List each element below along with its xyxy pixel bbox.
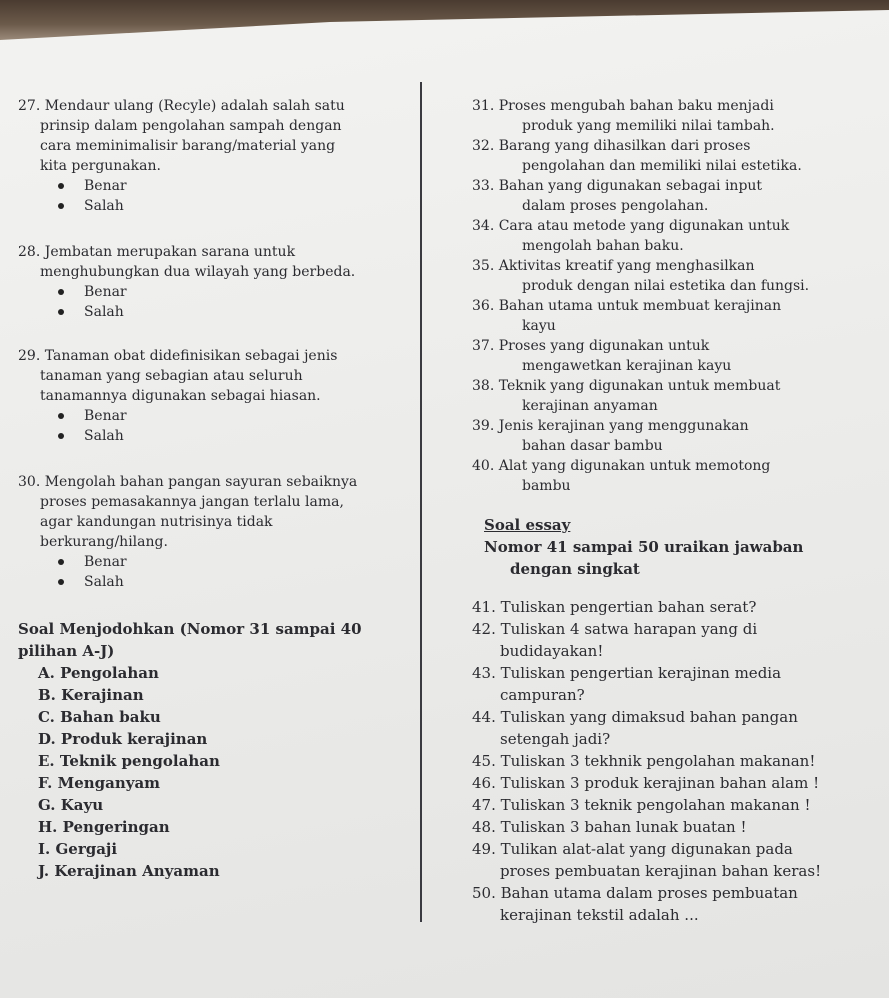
right-column	[472, 96, 877, 926]
option-benar[interactable]	[18, 406, 413, 426]
question-28-line: 28. Jembatan merupakan sarana untuk	[18, 244, 296, 260]
question-27-line: prinsip dalam pengolahan sampah dengan	[40, 118, 342, 134]
essay-question: 45. Tuliskan 3 tekhnik pengolahan makanan!	[472, 752, 816, 770]
bullet-icon	[58, 203, 64, 209]
question-30-line: proses pemasakannya jangan terlalu lama,	[40, 494, 344, 510]
matching-item	[472, 96, 877, 136]
question-27-line: kita pergunakan.	[40, 158, 161, 174]
essay-question: 49. Tulikan alat-alat yang digunakan pada	[472, 840, 793, 858]
matching-item	[472, 216, 877, 256]
option-benar[interactable]	[18, 176, 413, 196]
matching-item	[472, 296, 877, 336]
essay-question-line: proses pembuatan kerajinan bahan keras!	[500, 862, 822, 880]
essay-question: 48. Tuliskan 3 bahan lunak buatan !	[472, 818, 747, 836]
option-benar[interactable]	[18, 552, 413, 572]
matching-item	[472, 176, 877, 216]
option-label: Benar	[84, 284, 127, 300]
option-salah[interactable]	[18, 426, 413, 446]
option-salah[interactable]	[18, 572, 413, 592]
bullet-icon	[58, 289, 64, 295]
option-label: Salah	[84, 428, 124, 444]
option-label: Benar	[84, 178, 127, 194]
bullet-icon	[58, 309, 64, 315]
option-label: Salah	[84, 304, 124, 320]
matching-item-line: pengolahan dan memiliki nilai estetika.	[522, 158, 802, 174]
essay-question: 44. Tuliskan yang dimaksud bahan pangan	[472, 708, 798, 726]
option-label: Salah	[84, 574, 124, 590]
question-30-line: berkurang/hilang.	[40, 534, 168, 550]
column-divider	[420, 82, 422, 922]
left-column	[18, 96, 413, 882]
matching-item-line: 40. Alat yang digunakan untuk memotong	[472, 458, 771, 474]
matching-item-line: mengolah bahan baku.	[522, 238, 684, 254]
essay-question-line: setengah jadi?	[500, 730, 611, 748]
essay-question-line: campuran?	[500, 686, 585, 704]
matching-item-line: 33. Bahan yang digunakan sebagai input	[472, 178, 763, 194]
matching-key: G. Kayu	[38, 796, 104, 814]
matching-item-line: mengawetkan kerajinan kayu	[522, 358, 732, 374]
matching-key: H. Pengeringan	[38, 818, 170, 836]
option-label: Benar	[84, 554, 127, 570]
matching-item-line: kerajinan anyaman	[522, 398, 658, 414]
bullet-icon	[58, 433, 64, 439]
matching-item-line: 39. Jenis kerajinan yang menggunakan	[472, 418, 749, 434]
matching-title: Soal Menjodohkan (Nomor 31 sampai 40	[18, 620, 362, 638]
question-29	[18, 346, 413, 446]
matching-key: F. Menganyam	[38, 774, 161, 792]
essay-instruction: Nomor 41 sampai 50 uraikan jawaban	[484, 538, 804, 556]
question-27-line: 27. Mendaur ulang (Recyle) adalah salah satu	[18, 98, 345, 114]
essay-question: 47. Tuliskan 3 teknik pengolahan makanan !	[472, 796, 811, 814]
question-30-line: 30. Mengolah bahan pangan sayuran sebaiknya	[18, 474, 358, 490]
bullet-icon	[58, 579, 64, 585]
matching-item-line: produk dengan nilai estetika dan fungsi.	[522, 278, 810, 294]
essay-title: Soal essay	[484, 516, 571, 534]
bullet-icon	[58, 183, 64, 189]
essay-question: 43. Tuliskan pengertian kerajinan media	[472, 664, 782, 682]
essay-question: 46. Tuliskan 3 produk kerajinan bahan alam !	[472, 774, 820, 792]
option-salah[interactable]	[18, 196, 413, 216]
option-label: Salah	[84, 198, 124, 214]
question-27	[18, 96, 413, 216]
question-29-line: tanaman yang sebagian atau seluruh	[40, 368, 303, 384]
matching-item-line: 37. Proses yang digunakan untuk	[472, 338, 710, 354]
matching-key: E. Teknik pengolahan	[38, 752, 220, 770]
essay-question: 42. Tuliskan 4 satwa harapan yang di	[472, 620, 758, 638]
matching-item	[472, 336, 877, 376]
matching-item-line: bambu	[522, 478, 571, 494]
question-30-line: agar kandungan nutrisinya tidak	[40, 514, 273, 530]
matching-item-line: 38. Teknik yang digunakan untuk membuat	[472, 378, 781, 394]
question-28	[18, 242, 413, 322]
question-29-line: 29. Tanaman obat didefinisikan sebagai jenis	[18, 348, 338, 364]
matching-item	[472, 136, 877, 176]
question-28-line: menghubungkan dua wilayah yang berbeda.	[40, 264, 356, 280]
matching-item-line: 31. Proses mengubah bahan baku menjadi	[472, 98, 774, 114]
matching-item	[472, 376, 877, 416]
option-label: Benar	[84, 408, 127, 424]
bullet-icon	[58, 559, 64, 565]
essay-instruction: dengan singkat	[510, 560, 640, 578]
essay-question: 50. Bahan utama dalam proses pembuatan	[472, 884, 798, 902]
matching-item	[472, 416, 877, 456]
matching-item-line: bahan dasar bambu	[522, 438, 663, 454]
matching-item-line: dalam proses pengolahan.	[522, 198, 709, 214]
matching-title: pilihan A-J)	[18, 642, 115, 660]
matching-item-line: 35. Aktivitas kreatif yang menghasilkan	[472, 258, 755, 274]
matching-item-line: 34. Cara atau metode yang digunakan untuk	[472, 218, 790, 234]
matching-key: B. Kerajinan	[38, 686, 144, 704]
matching-item	[472, 456, 877, 496]
matching-key: I. Gergaji	[38, 840, 118, 858]
essay-question: 41. Tuliskan pengertian bahan serat?	[472, 598, 757, 616]
question-27-line: cara meminimalisir barang/material yang	[40, 138, 336, 154]
matching-item	[472, 256, 877, 296]
essay-question-line: kerajinan tekstil adalah ...	[500, 906, 699, 924]
option-salah[interactable]	[18, 302, 413, 322]
option-benar[interactable]	[18, 282, 413, 302]
matching-item-line: produk yang memiliki nilai tambah.	[522, 118, 775, 134]
essay-section	[472, 514, 877, 926]
matching-item-line: 32. Barang yang dihasilkan dari proses	[472, 138, 751, 154]
question-29-line: tanamannya digunakan sebagai hiasan.	[40, 388, 321, 404]
bullet-icon	[58, 413, 64, 419]
matching-item-line: kayu	[522, 318, 556, 334]
essay-question-line: budidayakan!	[500, 642, 604, 660]
matching-key: C. Bahan baku	[38, 708, 161, 726]
matching-key: J. Kerajinan Anyaman	[38, 862, 220, 880]
matching-key: D. Produk kerajinan	[38, 730, 208, 748]
question-30	[18, 472, 413, 592]
matching-section	[18, 618, 413, 882]
matching-item-line: 36. Bahan utama untuk membuat kerajinan	[472, 298, 782, 314]
matching-key: A. Pengolahan	[38, 664, 159, 682]
